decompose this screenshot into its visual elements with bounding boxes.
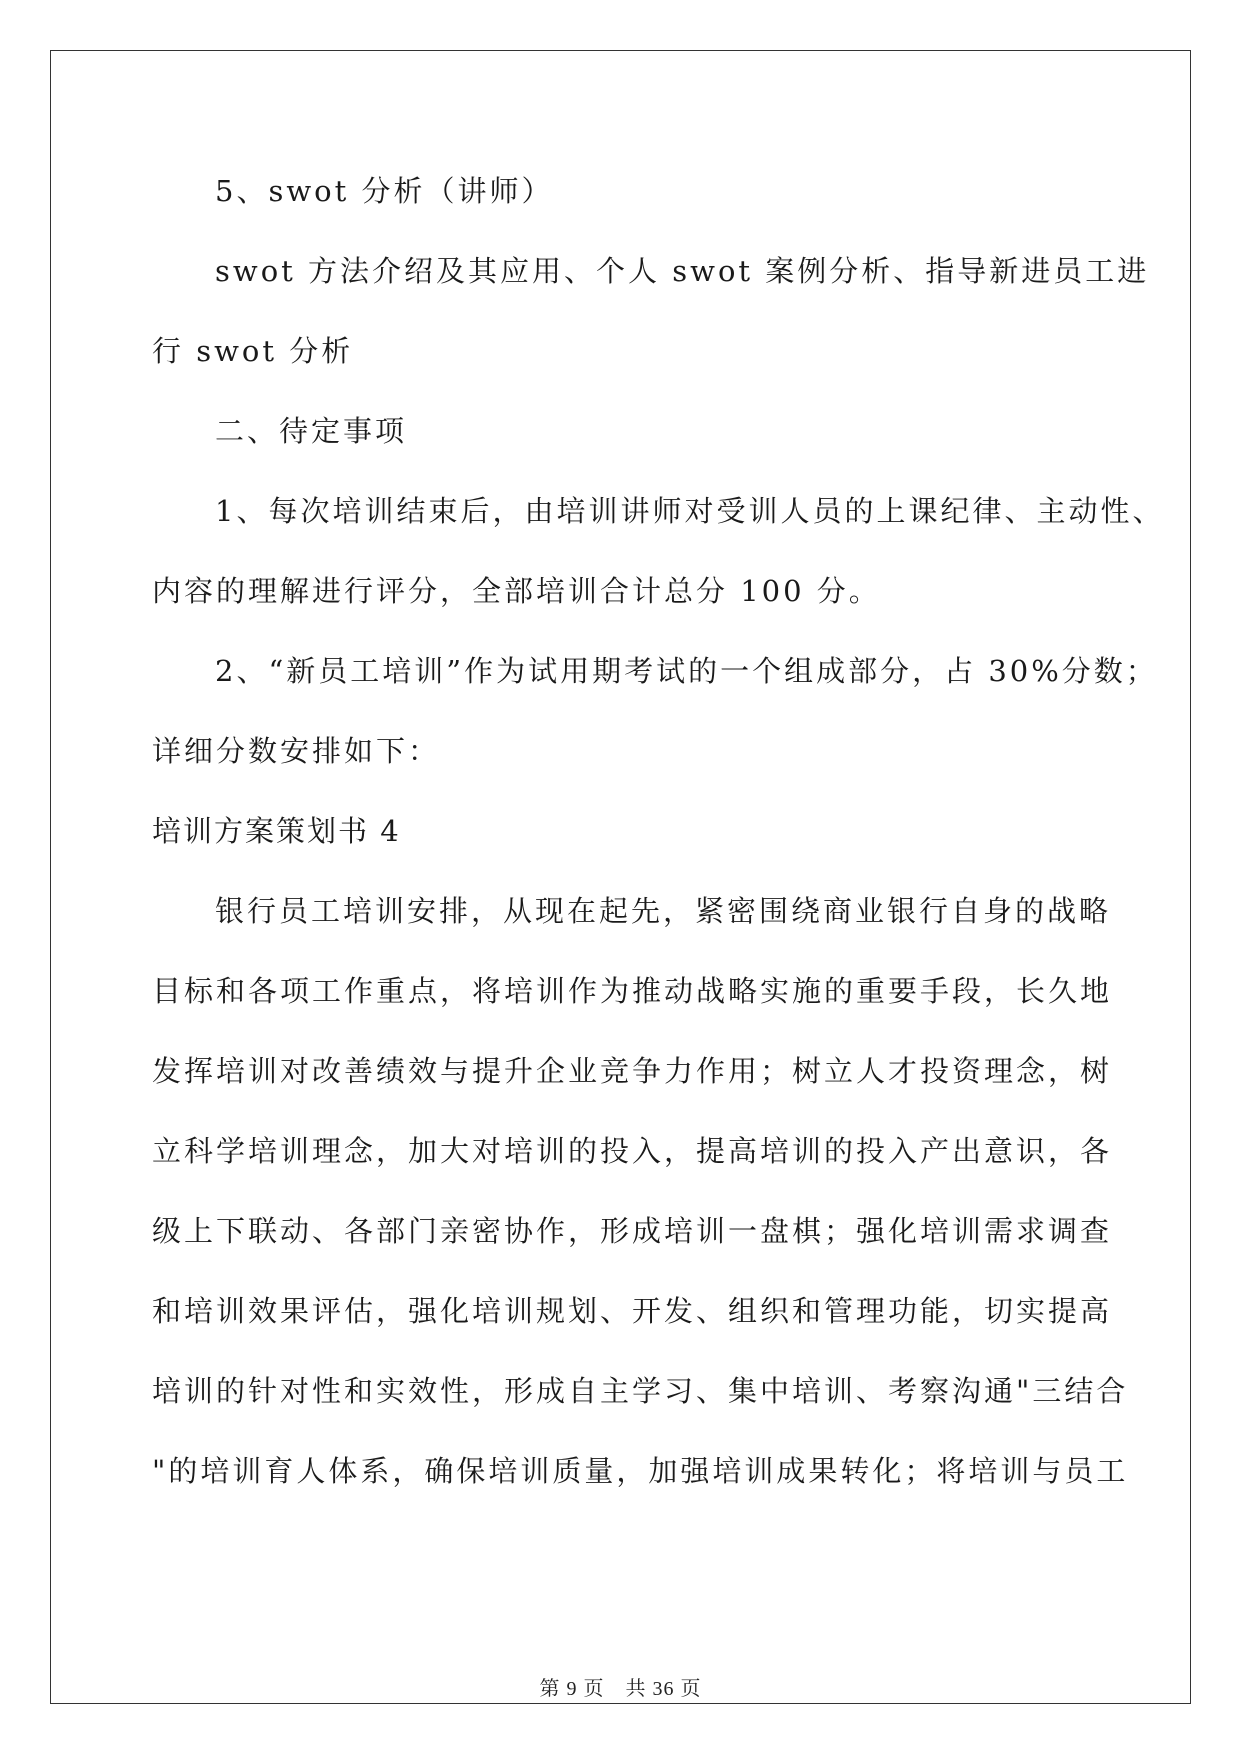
- paragraph-line: 详细分数安排如下：: [152, 734, 441, 768]
- paragraph-line: 和培训效果评估，强化培训规划、开发、组织和管理功能，切实提高: [152, 1294, 1113, 1328]
- paragraph-line: 发挥培训对改善绩效与提升企业竞争力作用；树立人才投资理念，树: [152, 1054, 1113, 1088]
- paragraph-line: 内容的理解进行评分，全部培训合计总分 100 分。: [152, 574, 881, 608]
- paragraph-line: 银行员工培训安排，从现在起先，紧密围绕商业银行自身的战略: [215, 894, 1112, 928]
- document-title: 培训方案策划书 4: [152, 814, 401, 848]
- paragraph-line: 2、“新员工培训”作为试用期考试的一个组成部分，占 30%分数；: [215, 654, 1158, 688]
- paragraph-line: "的培训育人体系，确保培训质量，加强培训成果转化；将培训与员工: [152, 1454, 1129, 1488]
- paragraph-line: 级上下联动、各部门亲密协作，形成培训一盘棋；强化培训需求调查: [152, 1214, 1113, 1248]
- paragraph-line: 行 swot 分析: [152, 334, 354, 368]
- paragraph-line: 目标和各项工作重点，将培训作为推动战略实施的重要手段，长久地: [152, 974, 1113, 1008]
- paragraph-line: 1、每次培训结束后，由培训讲师对受训人员的上课纪律、主动性、: [215, 494, 1165, 528]
- page-number: 第 9 页 共 36 页: [539, 1678, 702, 1700]
- paragraph-line: swot 方法介绍及其应用、个人 swot 案例分析、指导新进员工进: [215, 254, 1150, 288]
- paragraph-line: 培训的针对性和实效性，形成自主学习、集中培训、考察沟通"三结合: [152, 1374, 1129, 1408]
- paragraph-line: 立科学培训理念，加大对培训的投入，提高培训的投入产出意识，各: [152, 1134, 1113, 1168]
- section-item-swot: 5、swot 分析（讲师）: [215, 174, 554, 208]
- section-heading-pending: 二、待定事项: [215, 414, 408, 448]
